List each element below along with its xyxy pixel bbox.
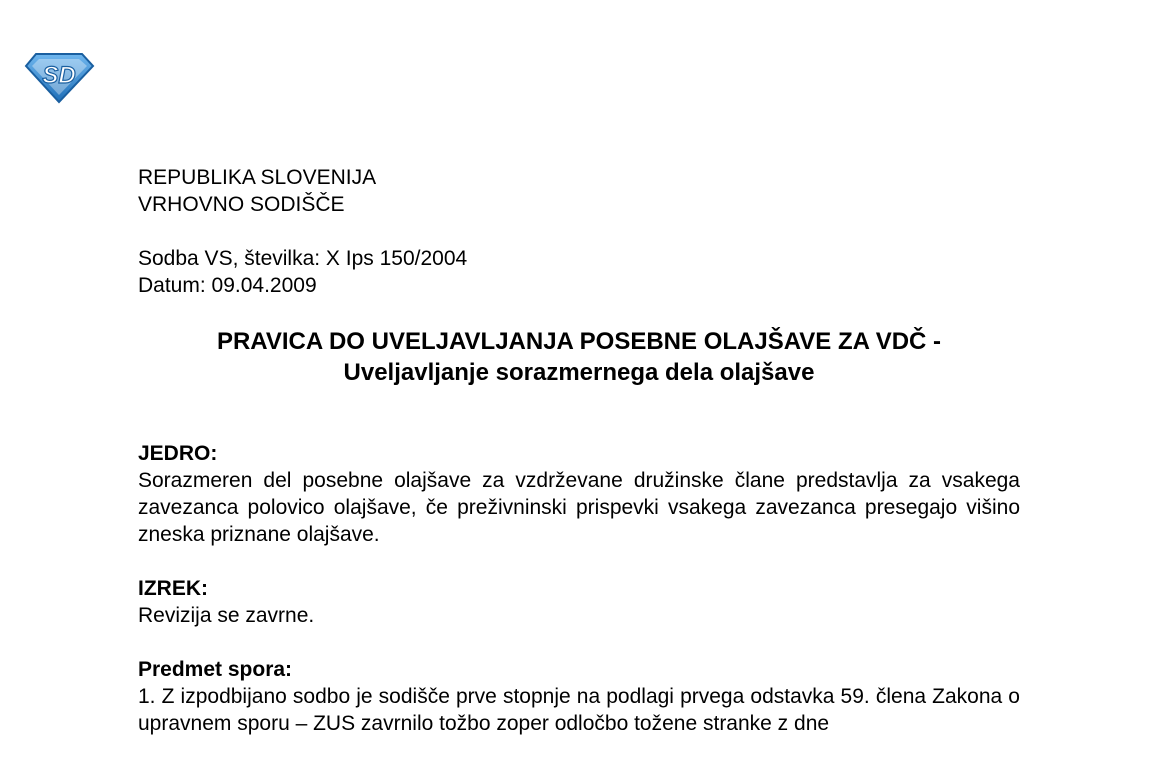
- judgment-number: Sodba VS, številka: X Ips 150/2004: [138, 247, 468, 270]
- section-text-predmet: 1. Z izpodbijano sodbo je sodišče prve stopnje na podlagi prvega odstavka 59. člena Zakona o upravnem sporu – ZUS zavrnilo tožbo zoper odločbo tožene stranke z dne: [138, 685, 1020, 735]
- section-heading-izrek: IZREK:: [138, 577, 208, 600]
- judgment-date: Datum: 09.04.2009: [138, 274, 317, 297]
- title-line-2: Uveljavljanje sorazmernega dela olajšave: [343, 359, 815, 386]
- sd-shield-logo-icon: [22, 50, 96, 104]
- court-name: VRHOVNO SODIŠČE: [138, 193, 345, 216]
- section-heading-jedro: JEDRO:: [138, 442, 218, 465]
- section-text-izrek: Revizija se zavrne.: [138, 604, 315, 627]
- court-header: [138, 164, 1020, 218]
- section-heading-predmet: Predmet spora:: [138, 658, 293, 681]
- section-jedro: [138, 440, 1020, 548]
- document-page: [138, 164, 1020, 764]
- svg-text:SD: SD: [42, 62, 76, 89]
- document-title: [138, 326, 1020, 388]
- section-text-jedro: Sorazmeren del posebne olajšave za vzdrževane družinske člane predstavlja za vsakega zavezanca polovico olajšave, če preživninski prispevki vsakega zavezanca presegajo višino zneska priznane olajšave.: [138, 469, 1020, 546]
- judgment-meta: [138, 245, 1020, 299]
- country-name: REPUBLIKA SLOVENIJA: [138, 166, 377, 189]
- section-izrek: [138, 575, 1020, 629]
- title-line-1: PRAVICA DO UVELJAVLJANJA POSEBNE OLAJŠAVE ZA VDČ -: [216, 328, 942, 355]
- section-predmet: [138, 656, 1020, 737]
